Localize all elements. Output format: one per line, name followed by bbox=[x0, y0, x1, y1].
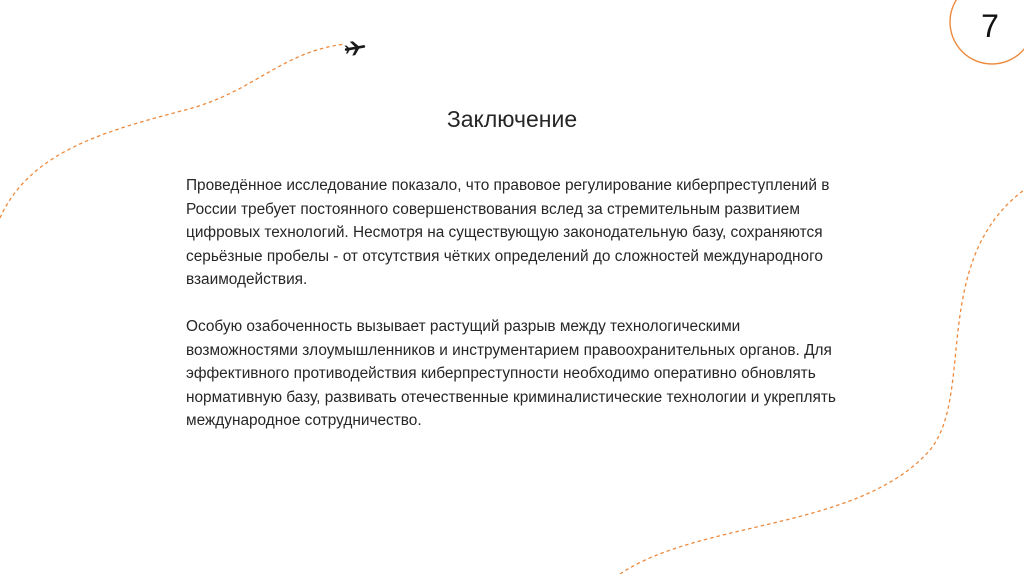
paragraph-2: Особую озабоченность вызывает растущий разрыв между технологическими возможностями злоумышленников и инструментарием правоохранительных органов. Для эффективного противодействия киберпреступности необходимо оперативно обновлять нормативную базу, развивать отечественные криминалистические технологии и укреплять международное сотрудничество. bbox=[186, 318, 836, 429]
page-number: 7 bbox=[981, 8, 999, 44]
airplane-icon bbox=[344, 40, 365, 57]
slide-body bbox=[186, 174, 846, 456]
slide-title: Заключение bbox=[446, 106, 578, 132]
paragraph-1: Проведённое исследование показало, что правовое регулирование киберпреступлений в России требует постоянного совершенствования вслед за стремительным развитием цифровых технологий. Несмотря на существующую законодательную базу, сохраняются серьёзные пробелы - от отсутствия чётких определений до сложностей международного взаимодействия. bbox=[186, 177, 830, 288]
